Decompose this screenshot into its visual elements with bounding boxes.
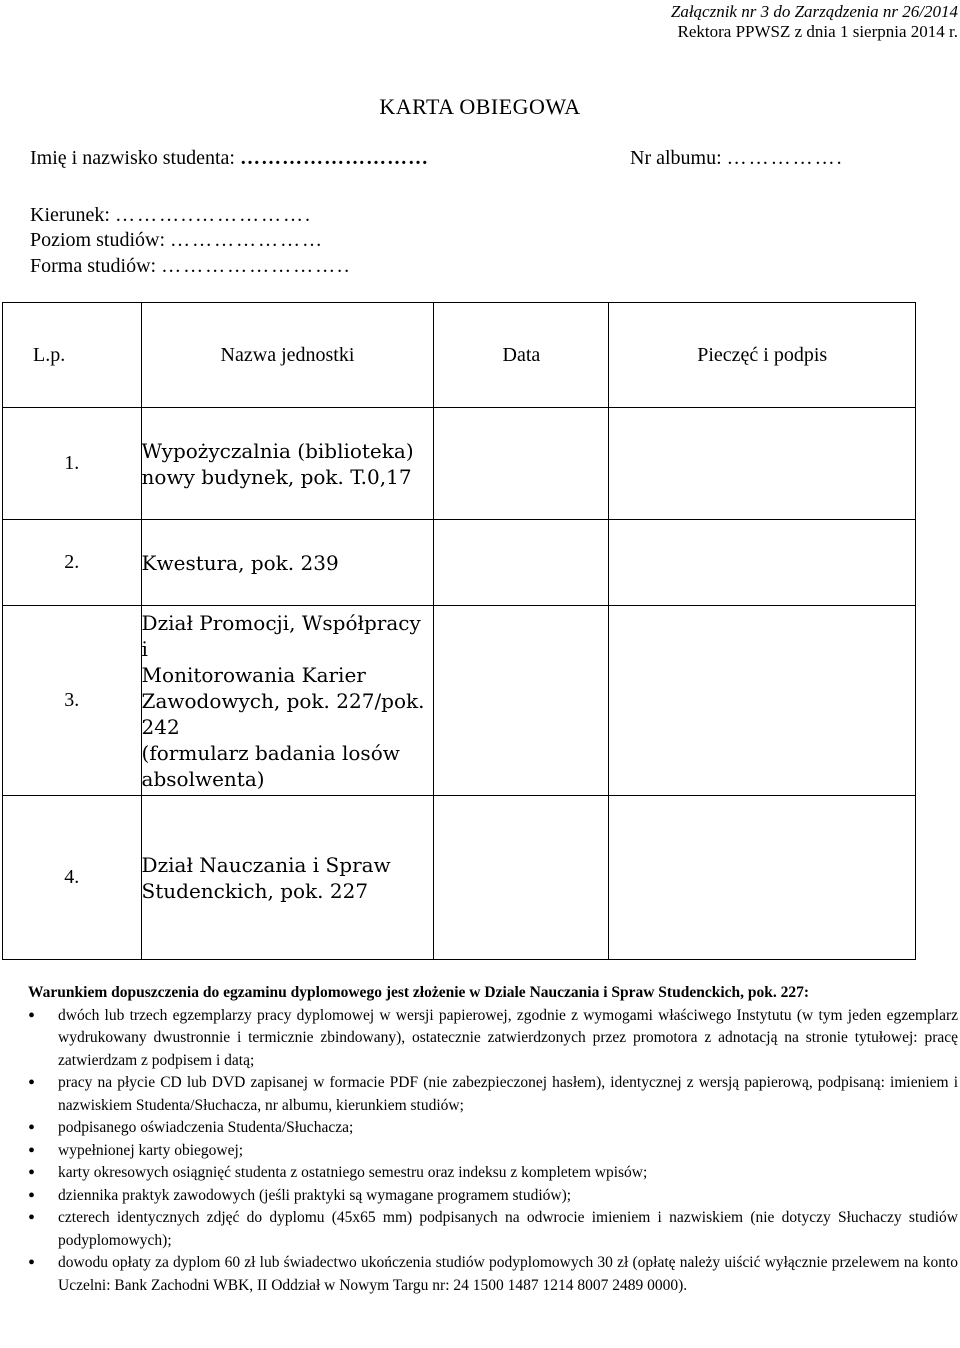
list-item: • karty okresowych osiągnięć studenta z ostatniego semestru oraz indeksu z kompletem wpisów; <box>28 1162 958 1185</box>
unit-name-line: Dział Promocji, Współpracy i <box>141 610 421 661</box>
annex-line-2: Rektora PPWSZ z dnia 1 sierpnia 2014 r. <box>677 22 958 41</box>
unit-name-line: Dział Nauczania i Spraw <box>141 852 391 877</box>
unit-name-line: Studenckich, pok. 227 <box>141 878 369 903</box>
table-row <box>3 606 916 796</box>
poziom-field <box>30 228 324 252</box>
student-name-value: ……………………… <box>239 147 429 169</box>
unit-name-cell <box>141 796 434 960</box>
stamp-signature-cell[interactable] <box>609 408 916 520</box>
kierunek-value: ………..……………. <box>114 204 312 226</box>
forma-label: Forma studiów: <box>30 255 157 277</box>
stamp-signature-cell[interactable] <box>609 520 916 606</box>
row-number: 2. <box>3 520 142 606</box>
student-name-field <box>30 146 429 170</box>
page-title: KARTA OBIEGOWA <box>379 94 581 119</box>
unit-name-line: Zawodowych, pok. 227/pok. 242 <box>141 688 425 739</box>
student-name-label: Imię i nazwisko studenta: <box>30 147 235 169</box>
header-lp: L.p. <box>3 303 142 408</box>
stamp-signature-cell[interactable] <box>609 606 916 796</box>
table-header-row <box>3 303 916 408</box>
table-row <box>3 408 916 520</box>
table-row <box>3 520 916 606</box>
table-row <box>3 796 916 960</box>
conditions-heading: Warunkiem dopuszczenia do egzaminu dyplomowego jest złożenie w Dziale Nauczania i Spraw Studenckich, pok. 227: <box>28 984 810 1001</box>
list-item: • czterech identycznych zdjęć do dyplomu (45x65 mm) podpisanych na odwrocie imieniem i nazwiskiem (nie dotyczy Słuchaczy studiów podyplomowych); <box>28 1207 958 1252</box>
unit-name-cell <box>141 520 434 606</box>
date-cell[interactable] <box>434 606 609 796</box>
stamp-signature-cell[interactable] <box>609 796 916 960</box>
conditions-list <box>28 1005 958 1298</box>
date-cell[interactable] <box>434 796 609 960</box>
album-number-field <box>630 146 844 170</box>
annex-note <box>671 2 958 42</box>
row-number: 4. <box>3 796 142 960</box>
unit-name-cell <box>141 408 434 520</box>
header-unit-name: Nazwa jednostki <box>141 303 434 408</box>
poziom-value: ………………… <box>170 229 325 251</box>
list-item: • podpisanego oświadczenia Studenta/Słuchacza; <box>28 1117 958 1140</box>
header-date: Data <box>434 303 609 408</box>
list-item: • dziennika praktyk zawodowych (jeśli praktyki są wymagane programem studiów); <box>28 1185 958 1208</box>
unit-name-line: Wypożyczalnia (biblioteka) <box>141 438 414 463</box>
list-item: • dwóch lub trzech egzemplarzy pracy dyplomowej w wersji papierowej, zgodnie z wymogami właściwego Instytutu (w tym jeden egzemplarz wydrukowany dwustronnie i termicznie zbindowany), ostatecznie zatwierdzonych przez promotora z adnotacją na stronie tytułowej: pracę zatwierdzam z podpisem i datą; <box>28 1005 958 1073</box>
forma-value: …………………….. <box>161 255 352 277</box>
forma-field <box>30 254 351 278</box>
poziom-label: Poziom studiów: <box>30 229 166 251</box>
album-number-value: ……………. <box>726 147 844 169</box>
unit-name-line: Kwestura, pok. 239 <box>141 550 339 575</box>
list-item: • wypełnionej karty obiegowej; <box>28 1140 958 1163</box>
unit-name-cell <box>141 606 434 796</box>
row-number: 1. <box>3 408 142 520</box>
row-number: 3. <box>3 606 142 796</box>
kierunek-field <box>30 203 312 227</box>
date-cell[interactable] <box>434 408 609 520</box>
header-stamp-signature: Pieczęć i podpis <box>609 303 916 408</box>
exam-conditions <box>28 982 958 1297</box>
unit-name-line: nowy budynek, pok. T.0,17 <box>141 464 412 489</box>
date-cell[interactable] <box>434 520 609 606</box>
unit-name-line: Monitorowania Karier <box>141 662 366 687</box>
annex-line-1: Załącznik nr 3 do Zarządzenia nr 26/2014 <box>670 2 958 21</box>
list-item: • pracy na płycie CD lub DVD zapisanej w formacie PDF (nie zabezpieczonej hasłem), identycznej z wersją papierową, podpisaną: imieniem i nazwiskiem Studenta/Słuchacza, nr albumu, kierunkiem studiów; <box>28 1072 958 1117</box>
list-item: • dowodu opłaty za dyplom 60 zł lub świadectwo ukończenia studiów podyplomowych 30 zł (opłatę należy uiścić wyłącznie przelewem na konto Uczelni: Bank Zachodni WBK, II Oddział w Nowym Targu nr: 24 1500 1487 1214 8007 2489 0000). <box>28 1252 958 1297</box>
kierunek-label: Kierunek: <box>30 204 110 226</box>
unit-name-line: absolwenta) <box>141 766 265 791</box>
unit-name-line: (formularz badania losów <box>141 740 400 765</box>
album-number-label: Nr albumu: <box>630 147 722 169</box>
clearance-table <box>2 302 916 960</box>
